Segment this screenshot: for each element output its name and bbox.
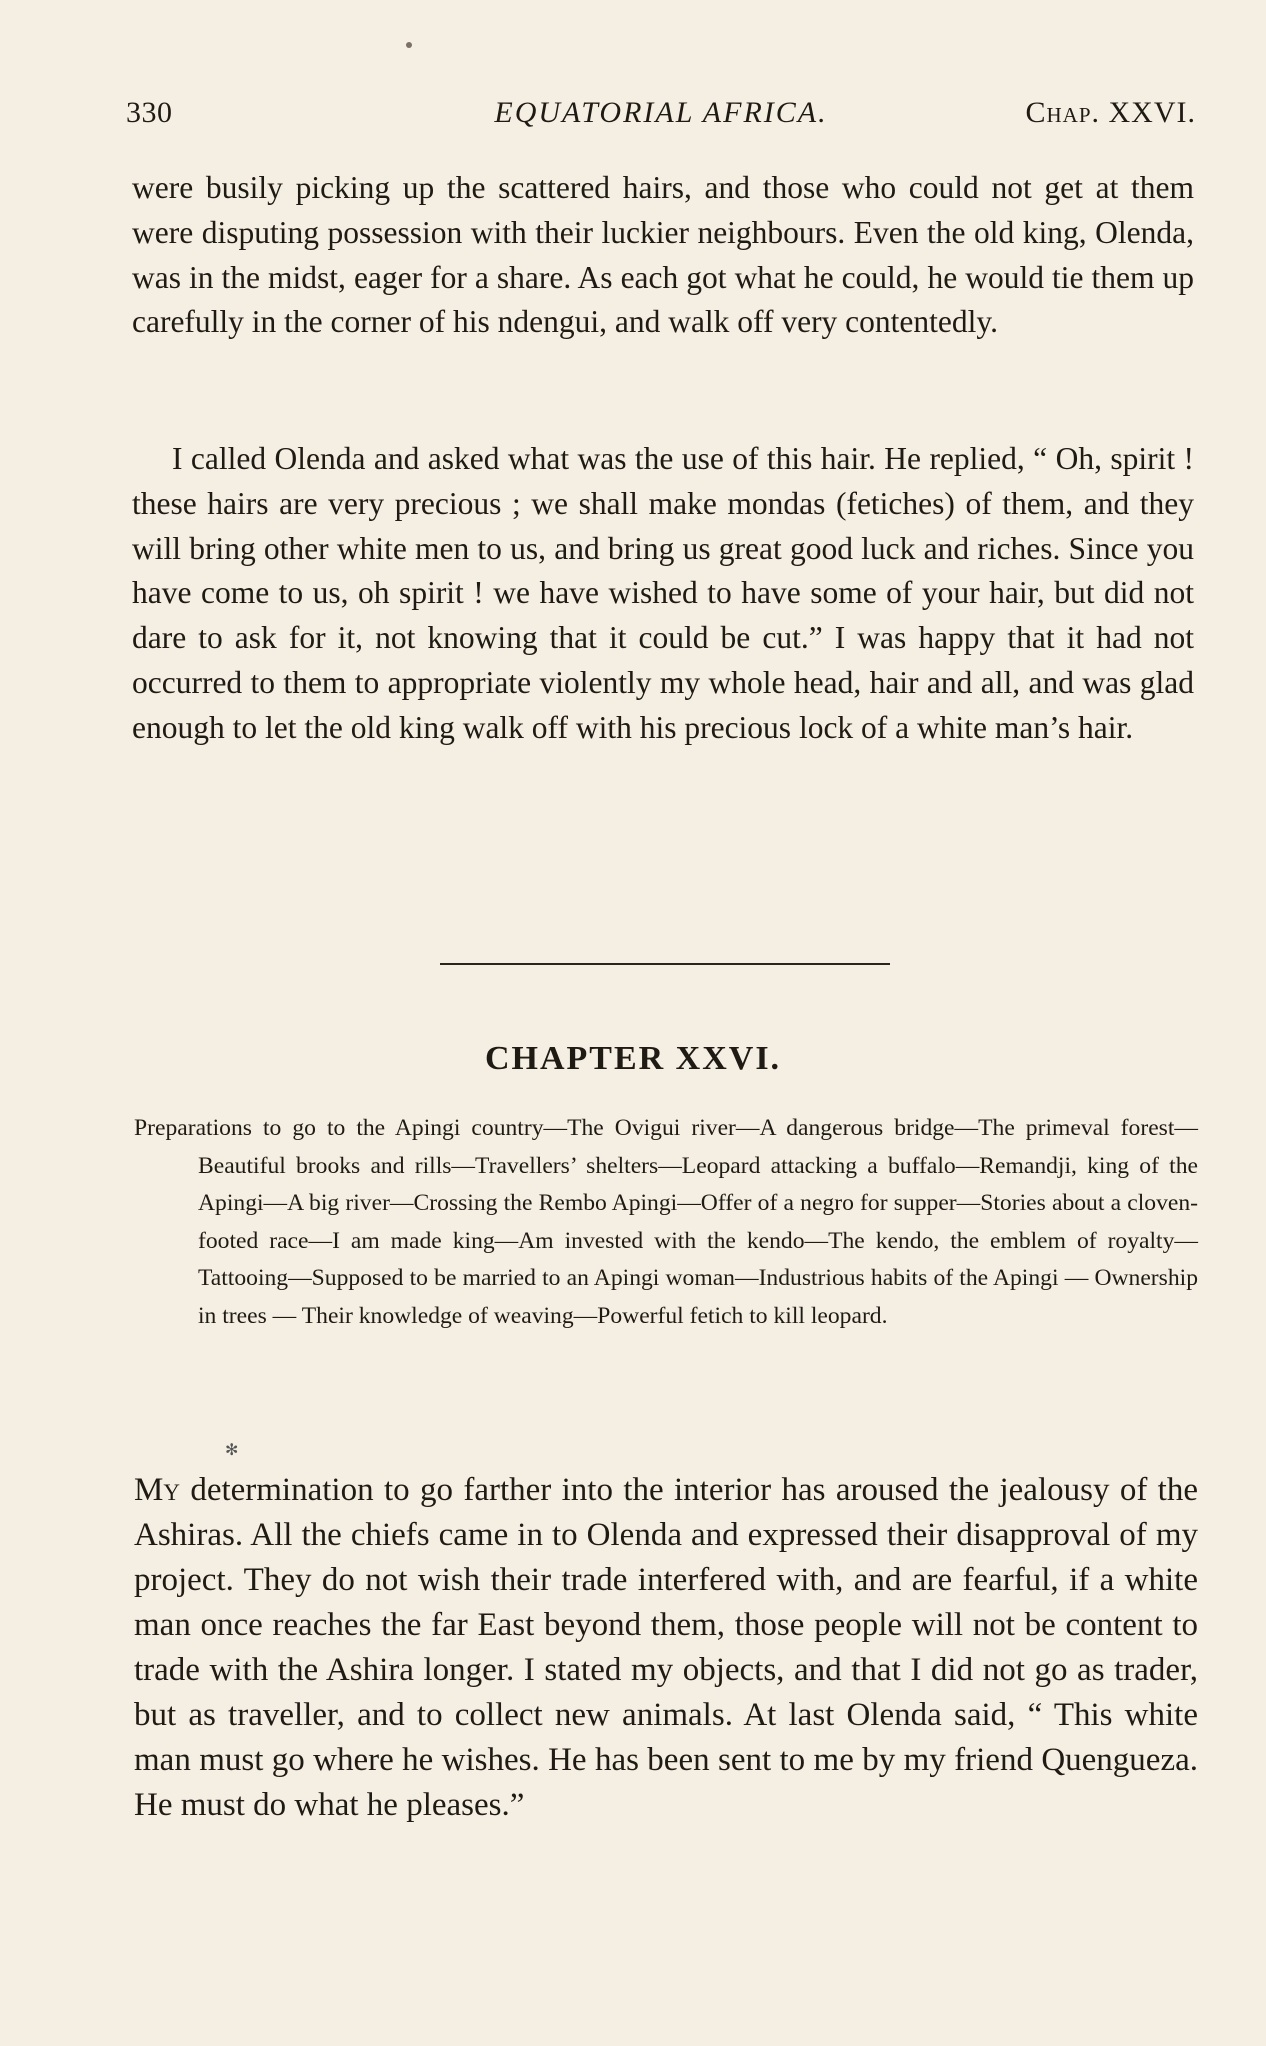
chapter-heading: CHAPTER XXVI. [484, 1040, 782, 1077]
page-number: 330 [126, 96, 173, 129]
section-divider [440, 963, 890, 965]
ink-speck [406, 42, 412, 48]
paragraph-continuation: were busily picking up the scattered hairs, and those who could not get at them were disputing possession with their luckier neighbours. Even the old king, Olenda, was in the midst, eager for a share. As each got what he could, he would tie them up carefully in the corner of his ndengui, and walk off very contentedly. [132, 170, 1194, 340]
running-header [126, 96, 1196, 140]
chapter-synopsis: Preparations to go to the Apingi country—The Ovigui river—A dangerous bridge—The primeval forest—Beautiful brooks and rills—Travellers’ shelters—Leopard attacking a buffalo—Remandji, king of the Apingi—A big river—Crossing the Rembo Apingi—Offer of a negro for supper—Stories about a cloven-footed race—I am made king—Am invested with the kendo—The kendo, the emblem of royalty—Tattooing—Supposed to be married to an Apingi woman—Industrious habits of the Apingi — Ownership in trees — Their knowledge of weaving—Powerful fetich to kill leopard. [134, 1115, 1198, 1329]
chapter-opening-paragraph [134, 1468, 1198, 1828]
opening-word: My [134, 1472, 180, 1508]
running-title: EQUATORIAL AFRICA. [494, 96, 828, 129]
opening-text: determination to go farther into the interior has aroused the jealousy of the Ashiras. All the chiefs came in to Olenda and expressed their disapproval of my project. They do not wish their trade interfered with, and are fearful, if a white man once reaches the far East beyond them, those people will not be content to trade with the Ashira longer. I stated my objects, and that I did not go as trader, but as traveller, and to collect new animals. At last Olenda said, “ This white man must go where he wishes. He has been sent to me by my friend Quengueza. He must do what he pleases.” [134, 1472, 1198, 1823]
paragraph-olenda-reply: I called Olenda and asked what was the use of this hair. He replied, “ Oh, spirit ! these hairs are very precious ; we shall make mondas (fetiches) of them, and they will bring other white men to us, and bring us great good luck and riches. Since you have come to us, oh spirit ! we have wished to have some of your hair, but did not dare to ask for it, not knowing that it could be cut.” I was happy that it had not occurred to them to appropriate violently my whole head, hair and all, and was glad enough to let the old king walk off with his precious lock of a white man’s hair. [132, 441, 1194, 745]
printer-mark: ✻ [225, 1442, 239, 1459]
chapter-reference: Chap. XXVI. [1025, 96, 1196, 129]
